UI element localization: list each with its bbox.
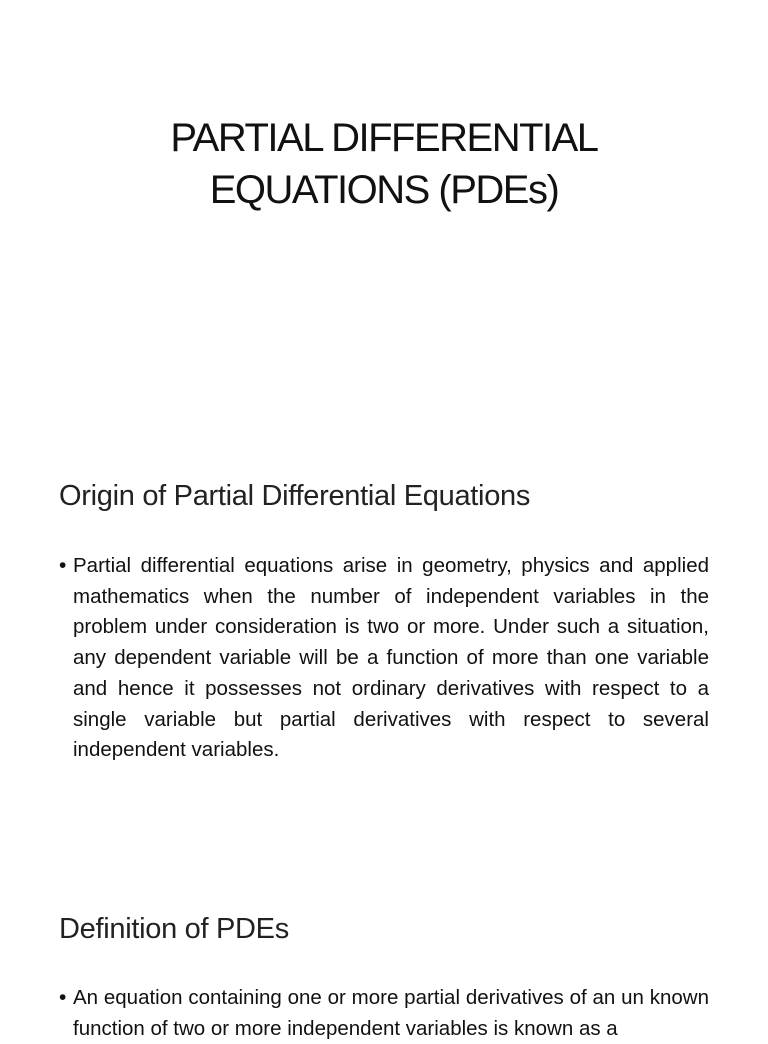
title-slide xyxy=(0,112,768,216)
bullet-marker: • xyxy=(59,554,67,577)
title-line-2: EQUATIONS (PDEs) xyxy=(209,168,559,212)
bullet-item-definition xyxy=(59,983,709,1044)
bullet-text-origin: Partial differential equations arise in geometry, physics and applied mathematics when the number of independent variables in the problem under consideration is two or more. Under such a situation, any dependent variable will be a function of more than one variable and hence it possesses not ordinary derivatives with respect to a single variable but partial derivatives with respect to several independent variables. xyxy=(73,554,709,762)
bullet-item-origin xyxy=(59,551,709,766)
section-heading-origin: Origin of Partial Differential Equations xyxy=(59,480,531,512)
section-heading-definition: Definition of PDEs xyxy=(59,913,289,945)
bullet-text-definition: An equation containing one or more partial derivatives of an un known function of two or more independent variables is known as a xyxy=(73,986,709,1040)
bullet-marker: • xyxy=(59,986,67,1009)
title-line-1: PARTIAL DIFFERENTIAL xyxy=(170,116,598,160)
